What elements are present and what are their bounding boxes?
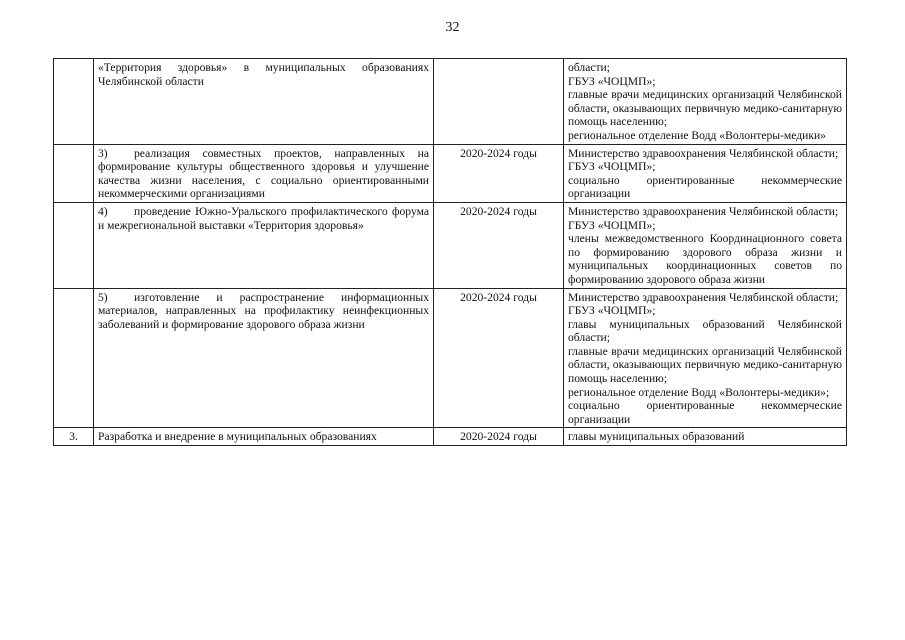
responsible-entry: Министерство здравоохранения Челябинской области; [568, 204, 839, 218]
responsible-entry: социально ориентированные некоммерческие организации [568, 399, 842, 426]
table-row [54, 144, 847, 202]
activity-cell [94, 144, 434, 202]
table-row [54, 428, 847, 446]
period-cell: 2020-2024 годы [434, 428, 564, 446]
activity-text: изготовление и распространение информационных материалов, направленных на профилактику неинфекционных заболеваний и формирование здорового образа жизни [98, 290, 429, 331]
responsible-entry: главы муниципальных образований Челябинской области; [568, 317, 842, 345]
responsible-entry: ГБУЗ «ЧОЦМП»; [568, 74, 656, 88]
responsible-entry: главные врачи медицинских организаций Челябинской области, оказывающих первичную медико-санитарную помощь населению; [568, 344, 842, 386]
activity-cell [94, 59, 434, 145]
activity-text: «Территория здоровья» в муниципальных образованиях Челябинской области [98, 61, 429, 88]
row-number-cell [54, 144, 94, 202]
responsible-entry: ГБУЗ «ЧОЦМП»; [568, 304, 656, 318]
responsible-entry: социально ориентированные некоммерческие организации [568, 173, 842, 201]
activity-text: реализация совместных проектов, направленных на формирование культуры общественного здоровья и улучшение качества жизни населения, с социально ориентированными некоммерческими организациями [98, 146, 429, 201]
responsible-entry: региональное отделение Водд «Волонтеры-медики» [568, 128, 826, 142]
responsible-entry: Министерство здравоохранения Челябинской области; [568, 290, 839, 304]
measures-table [53, 58, 847, 446]
activity-cell [94, 202, 434, 288]
responsible-entry: главы муниципальных образований [568, 430, 745, 444]
responsible-cell [564, 144, 847, 202]
activity-number: 4) [98, 204, 108, 218]
responsible-cell [564, 288, 847, 428]
activity-text: проведение Южно-Уральского профилактического форума и межрегиональной выставки «Территория здоровья» [98, 204, 429, 232]
period-cell: 2020-2024 годы [434, 202, 564, 288]
activity-number: 3) [98, 146, 108, 160]
row-number-cell [54, 288, 94, 428]
responsible-entry: области; [568, 61, 610, 74]
period-cell: 2020-2024 годы [434, 288, 564, 428]
table-row [54, 59, 847, 145]
measures-table-body [54, 59, 847, 446]
responsible-entry: ГБУЗ «ЧОЦМП»; [568, 160, 656, 174]
responsible-cell [564, 428, 847, 446]
responsible-entry: члены межведомственного Координационного совета по формированию здорового образа жизни и муниципальных координационных советов по формированию здорового образа жизни [568, 232, 842, 286]
page-number: 32 [445, 20, 460, 35]
table-row [54, 202, 847, 288]
activity-cell [94, 428, 434, 446]
responsible-entry: региональное отделение Водд «Волонтеры-медики»; [568, 385, 830, 399]
activity-number: 5) [98, 290, 108, 304]
activity-text: Разработка и внедрение в муниципальных образованиях [98, 430, 377, 444]
responsible-entry: главные врачи медицинских организаций Челябинской области, оказывающих первичную медико-санитарную помощь населению; [568, 88, 842, 129]
period-cell: 2020-2024 годы [434, 144, 564, 202]
row-number-cell [54, 59, 94, 145]
row-number-cell [54, 202, 94, 288]
row-number-cell: 3. [54, 428, 94, 446]
period-cell [434, 59, 564, 145]
activity-cell [94, 288, 434, 428]
table-row [54, 288, 847, 428]
responsible-entry: ГБУЗ «ЧОЦМП»; [568, 218, 656, 232]
responsible-entry: Министерство здравоохранения Челябинской области; [568, 146, 839, 160]
responsible-cell [564, 59, 847, 145]
responsible-cell [564, 202, 847, 288]
